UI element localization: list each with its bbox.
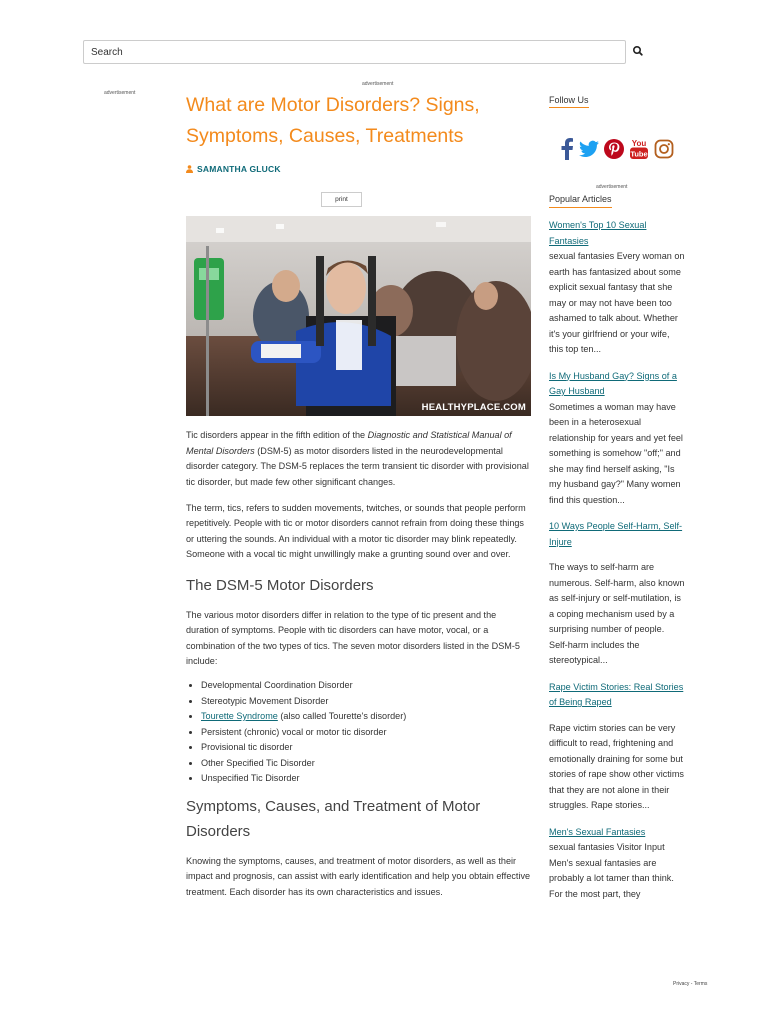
popular-article-link[interactable]: 10 Ways People Self-Harm, Self-Injure [549, 521, 683, 547]
author-name[interactable]: SAMANTHA GLUCK [197, 164, 281, 174]
list-item [549, 519, 685, 669]
paragraph: Tic disorders appear in the fifth edition of the Diagnostic and Statistical Manual of Mental Disorders (DSM-5) as motor disorders listed in the neurodevelopmental disorder category. The DSM-5 replaces the term transient tic disorder with provisional tic disorder, but made few other significant changes. [186, 430, 529, 487]
popular-article-excerpt: The ways to self-harm are numerous. Self-harm, also known as self-injury or self-mutilation, is a coping mechanism used by a surprising number of people. Self-harm includes the stereotypical... [549, 562, 685, 665]
search-bar [83, 40, 626, 64]
list-item: • Developmental Coordination Disorder [201, 678, 531, 694]
privacy-terms-link[interactable]: Privacy - Terms [673, 981, 708, 987]
popular-article-link[interactable]: Men's Sexual Fantasies [549, 826, 646, 837]
list-item [549, 218, 685, 358]
twitter-icon[interactable] [579, 140, 599, 158]
instagram-icon[interactable] [654, 139, 674, 159]
paragraph: The various motor disorders differ in relation to the type of tic present and the duration of symptoms. People with tic disorders can have motor, vocal, or a combination of the two types of tics. The seven motor disorders listed in the DSM-5 include: [186, 609, 520, 666]
youtube-icon[interactable] [629, 138, 649, 160]
popular-articles-list [549, 218, 685, 913]
paragraph: Knowing the symptoms, causes, and treatment of motor disorders, as well as their impact and prognosis, can assist with early identification and help you obtain effective treatment. Each disorder has its own characteristics and issues. [186, 855, 531, 897]
pinterest-icon[interactable] [604, 139, 624, 159]
user-icon [186, 165, 193, 173]
hero-photo [186, 216, 531, 416]
svg-text:Tube: Tube [630, 149, 648, 159]
section-heading: Symptoms, Causes, and Treatment of Motor Disorders [186, 797, 481, 840]
tourette-syndrome-link[interactable]: Tourette Syndrome [201, 711, 278, 721]
social-links [560, 138, 674, 160]
list-item: • Unspecified Tic Disorder [201, 771, 531, 787]
popular-article-excerpt: sexual fantasies Visitor Input Men's sexual fantasies are probably a lot tamer than think. For the most part, they [549, 842, 674, 899]
list-item: • Stereotypic Movement Disorder [201, 694, 531, 710]
follow-us-heading: Follow Us [549, 95, 589, 108]
search-icon [630, 43, 646, 59]
paragraph: The term, tics, refers to sudden movements, twitches, or sounds that people perform repetitively. People with tic or motor disorders cannot refrain from doing these things or uttering the sounds. An individual with a motor tic disorder may blink repeatedly. Someone with a vocal tic might unwillingly make a grunting sound over and over. [186, 502, 526, 559]
article-body [186, 428, 531, 911]
advertisement-label: advertisement [596, 184, 628, 190]
popular-article-excerpt: Sometimes a woman may have been in a heterosexual relationship for years and yet feel something is somehow "off;" and she may find herself asking, "Is my husband gay?" Many women find this question... [549, 401, 683, 505]
list-item: • Persistent (chronic) vocal or motor tic disorder [201, 725, 531, 741]
image-caption: HEALTHYPLACE.COM [421, 402, 526, 413]
facebook-icon[interactable] [560, 138, 574, 160]
list-item: • Tourette Syndrome (also called Tourette's disorder) [201, 709, 531, 725]
disorder-list [201, 678, 531, 787]
search-input[interactable] [84, 41, 625, 63]
page-title: What are Motor Disorders? Signs, Symptoms, Causes, Treatments [186, 94, 480, 147]
popular-article-excerpt: sexual fantasies Every woman on earth has fantasized about some explicit sexual fantasy that she may or may not have been too ashamed to talk about. Whether it's your girlfriend or your wife, this top ten... [549, 251, 685, 354]
list-item [549, 680, 685, 814]
list-item [549, 825, 685, 903]
popular-article-link[interactable]: Women's Top 10 Sexual Fantasies [549, 220, 647, 246]
popular-articles-heading: Popular Articles [549, 194, 612, 208]
search-button[interactable] [630, 43, 646, 59]
list-item [549, 369, 685, 509]
svg-text:You: You [631, 139, 647, 148]
advertisement-label: advertisement [362, 81, 394, 87]
author-byline [186, 164, 531, 174]
popular-article-excerpt: Rape victim stories can be very difficult to read, frightening and emotionally draining for some but stories of rape show other victims that they are not alone in their struggles. Rape stories... [549, 722, 684, 810]
section-heading: The DSM-5 Motor Disorders [186, 577, 374, 594]
article [186, 90, 531, 897]
advertisement-label: advertisement [104, 90, 136, 96]
popular-article-link[interactable]: Rape Victim Stories: Real Stories of Being Raped [549, 681, 684, 707]
article-image [186, 216, 531, 416]
list-item: • Provisional tic disorder [201, 740, 531, 756]
list-item: • Other Specified Tic Disorder [201, 756, 531, 772]
print-button[interactable]: print [321, 192, 362, 207]
popular-article-link[interactable]: Is My Husband Gay? Signs of a Gay Husband [549, 370, 677, 396]
